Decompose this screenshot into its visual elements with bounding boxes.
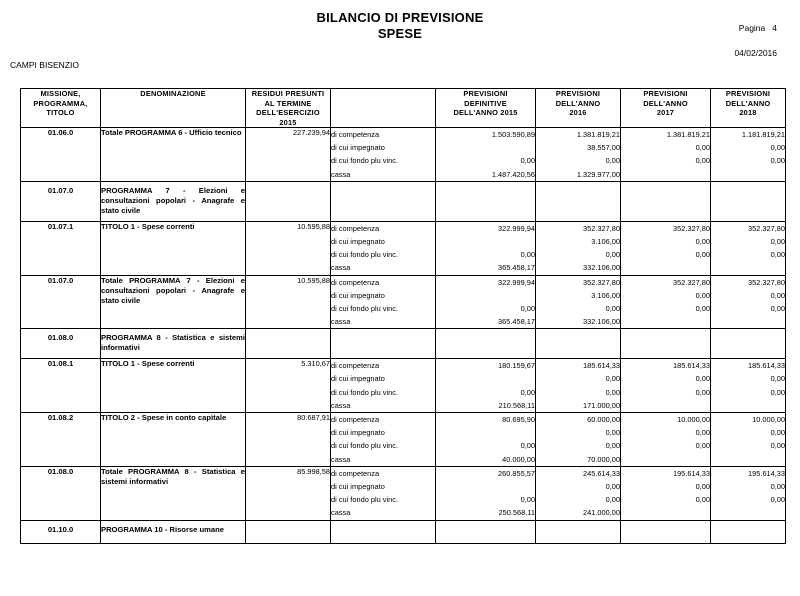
line-label: di cui impegnato [331,143,385,153]
amount-value: 0,00 [695,236,710,246]
cell-denominazione: TITOLO 2 - Spese in conto capitale [101,413,246,467]
line-label: cassa [331,400,351,410]
amount-value: 0,00 [605,374,620,384]
col-header-previsioni-definitive [436,89,536,128]
amount-value: 352.327,80 [583,223,620,233]
cell-previsioni-2017 [621,466,711,520]
cell-residui-presunti: 227.239,94 [246,128,331,182]
cell-denominazione: TITOLO 1 - Spese correnti [101,359,246,413]
line-label: di cui impegnato [331,481,385,491]
amount-value: 0,00 [770,250,785,260]
cell-line-labels [331,181,436,221]
amount-value: 0,00 [695,495,710,505]
cell-line-labels [331,359,436,413]
amount-value: 0,00 [605,495,620,505]
line-label: cassa [331,454,351,464]
amount-value: 0,00 [520,441,535,451]
cell-missione-code: 01.08.1 [21,359,101,413]
amount-value: 0,00 [770,441,785,451]
col-header-2017-l2: DELL'ANNO [643,98,688,108]
line-label: di cui fondo plu vinc. [331,495,398,505]
amount-value [711,506,785,519]
cell-denominazione: Totale PROGRAMMA 6 - Ufficio tecnico [101,128,246,182]
amount-value: 10.000,00 [752,415,785,424]
document-title: BILANCIO DI PREVISIONE [316,10,484,25]
amount-value: 1.329.977,00 [576,169,620,179]
cell-residui-presunti: 10.595,88 [246,221,331,275]
line-label: di cui fondo plu vinc. [331,156,398,166]
header-row-top [21,89,786,128]
cell-missione-code: 01.08.0 [21,466,101,520]
amount-value: 0,00 [770,236,785,246]
page-label: Pagina [738,23,766,33]
cell-previsioni-2018 [711,466,786,520]
amount-value: 260.855,57 [498,468,535,478]
amount-value: 0,00 [605,428,620,438]
amount-value: 332.106,00 [583,263,620,273]
amount-value [621,261,710,274]
col-header-residui-l3: DELL'ESERCIZIO [256,108,320,117]
amount-value: 185.614,33 [748,361,785,371]
amount-value [621,453,710,466]
table-body [21,128,786,544]
amount-value: 322.999,94 [498,277,535,287]
amount-value: 1.487.420,56 [491,169,535,179]
amount-value [621,315,710,328]
amount-value: 0,00 [770,481,785,491]
col-header-missione-l3: TITOLO [46,108,75,117]
cell-missione-code: 01.07.0 [21,275,101,329]
amount-value: 0,00 [695,250,710,260]
cell-missione-code: 01.07.1 [21,221,101,275]
cell-previsioni-2016 [536,329,621,359]
amount-value [436,289,535,302]
amount-value [621,506,710,519]
table-row [21,181,786,221]
cell-previsioni-definitive-2015 [436,221,536,275]
table-row [21,466,786,520]
amount-value: 0,00 [605,441,620,451]
amount-value: 0,00 [520,303,535,313]
amount-value: 365.458,17 [498,317,535,327]
line-label: di cui fondo plu vinc. [331,250,398,260]
cell-previsioni-2017 [621,128,711,182]
cell-missione-code: 01.10.0 [21,520,101,543]
cell-line-labels [331,520,436,543]
cell-previsioni-2016 [536,466,621,520]
line-label: di cui impegnato [331,236,385,246]
cell-previsioni-definitive-2015 [436,128,536,182]
amount-value [711,261,785,274]
amount-value: 352.327,80 [673,223,710,233]
amount-value: 0,00 [695,303,710,313]
cell-previsioni-2018 [711,329,786,359]
cell-line-labels [331,329,436,359]
line-label: cassa [331,508,351,518]
budget-table [20,88,786,544]
amount-value [621,168,710,181]
cell-previsioni-definitive-2015 [436,413,536,467]
amount-value: 40.000,00 [502,454,535,464]
table-row [21,359,786,413]
cell-denominazione: PROGRAMMA 7 - Elezioni e consultazioni popolari - Anagrafe e stato civile [101,181,246,221]
table-row [21,520,786,543]
amount-value: 0,00 [605,156,620,166]
amount-value [711,399,785,412]
amount-value: 0,00 [695,481,710,491]
cell-residui-presunti [246,329,331,359]
cell-previsioni-2017 [621,221,711,275]
cell-previsioni-2016 [536,221,621,275]
col-header-missione-l2: PROGRAMMA, [33,98,88,108]
cell-residui-presunti [246,520,331,543]
amount-value: 352.327,80 [748,277,785,287]
amount-value [436,480,535,493]
amount-value: 0,00 [605,387,620,397]
cell-denominazione: Totale PROGRAMMA 7 - Elezioni e consultazioni popolari - Anagrafe e stato civile [101,275,246,329]
col-header-residui-l2: AL TERMINE [264,98,312,108]
col-header-residui-l1: RESIDUI PRESUNTI [251,89,325,98]
line-label: di cui fondo plu vinc. [331,441,398,451]
line-label: di competenza [331,361,380,371]
col-header-2017 [621,89,711,128]
amount-value: 171.000,00 [583,400,620,410]
cell-previsioni-2016 [536,181,621,221]
cell-previsioni-2017 [621,520,711,543]
line-label: di cui impegnato [331,428,385,438]
amount-value: 210.568,11 [498,400,535,410]
amount-value [711,453,785,466]
amount-value: 0,00 [695,143,710,153]
amount-value: 241.000,00 [583,508,620,518]
col-header-2018 [711,89,786,128]
cell-line-labels [331,413,436,467]
page-indicator [725,13,777,43]
col-header-residui-l4: 2015 [279,117,297,127]
cell-previsioni-definitive-2015 [436,275,536,329]
cell-residui-presunti: 5.310,67 [246,359,331,413]
amount-value: 0,00 [520,495,535,505]
cell-previsioni-2018 [711,359,786,413]
line-label: di competenza [331,415,380,424]
amount-value: 245.614,33 [583,468,620,478]
amount-value: 0,00 [770,374,785,384]
amount-value: 3.106,00 [591,236,620,246]
cell-previsioni-2018 [711,275,786,329]
cell-residui-presunti: 80.687,91 [246,413,331,467]
amount-value: 195.614,33 [673,468,710,478]
cell-denominazione: Totale PROGRAMMA 8 - Statistica e sistemi informativi [101,466,246,520]
col-header-residui [246,89,331,128]
document-header [0,0,800,78]
cell-previsioni-2018 [711,181,786,221]
amount-value: 352.327,80 [583,277,620,287]
document-date: 04/02/2016 [734,48,777,58]
col-header-2018-l3: 2018 [739,108,757,117]
amount-value [436,426,535,439]
table-row [21,128,786,182]
cell-residui-presunti: 85.998,58 [246,466,331,520]
cell-missione-code: 01.08.2 [21,413,101,467]
col-header-2017-l3: 2017 [656,108,675,117]
amount-value: 0,00 [695,290,710,300]
table-row [21,329,786,359]
line-label: cassa [331,317,351,327]
amount-value: 0,00 [770,428,785,438]
line-label: di competenza [331,468,380,478]
table-row [21,275,786,329]
col-header-2016-l3: 2016 [569,108,587,117]
amount-value: 365.458,17 [498,263,535,273]
amount-value: 352.327,80 [673,277,710,287]
col-header-missione-l1: MISSIONE, [40,89,81,98]
cell-previsioni-2017 [621,181,711,221]
line-label: di competenza [331,223,380,233]
table-row [21,221,786,275]
amount-value: 0,00 [605,303,620,313]
amount-value: 185.614,33 [673,361,710,371]
amount-value: 1.503.590,89 [491,130,535,139]
cell-denominazione: PROGRAMMA 10 - Risorse umane [101,520,246,543]
page-number: 4 [772,23,777,33]
cell-previsioni-2016 [536,359,621,413]
cell-previsioni-definitive-2015 [436,329,536,359]
amount-value: 195.614,33 [748,468,785,478]
amount-value: 80.695,90 [502,415,535,424]
amount-value [711,168,785,181]
amount-value: 0,00 [695,387,710,397]
amount-value: 352.327,80 [748,223,785,233]
title-block [0,10,800,42]
line-label: di cui fondo plu vinc. [331,387,398,397]
cell-line-labels [331,275,436,329]
amount-value: 180.159,67 [498,361,535,371]
col-header-prevdef-l2: DEFINITIVE [464,98,507,108]
amount-value [436,141,535,154]
amount-value: 0,00 [770,387,785,397]
amount-value: 1.181.819,21 [741,130,785,139]
amount-value: 0,00 [695,374,710,384]
line-label: di cui impegnato [331,290,385,300]
col-header-2017-l1: PREVISIONI [643,89,688,98]
amount-value: 38.557,00 [587,143,620,153]
col-header-2018-l1: PREVISIONI [725,89,771,98]
cell-line-labels [331,128,436,182]
cell-line-labels [331,466,436,520]
amount-value [711,315,785,328]
line-label: cassa [331,263,351,273]
cell-previsioni-2018 [711,221,786,275]
amount-value: 3.106,00 [591,290,620,300]
amount-value: 0,00 [520,250,535,260]
cell-residui-presunti [246,181,331,221]
cell-previsioni-2016 [536,520,621,543]
col-header-2016-l1: PREVISIONI [555,89,601,98]
col-header-spacer [331,89,436,128]
amount-value [436,372,535,385]
line-label: di cui impegnato [331,374,385,384]
col-header-missione [21,89,101,128]
cell-denominazione: TITOLO 1 - Spese correnti [101,221,246,275]
amount-value: 1.381.819,21 [666,130,710,139]
cell-missione-code: 01.06.0 [21,128,101,182]
cell-previsioni-2016 [536,413,621,467]
amount-value: 0,00 [605,481,620,491]
amount-value: 0,00 [770,303,785,313]
cell-previsioni-definitive-2015 [436,520,536,543]
amount-value: 250.568,11 [498,508,535,518]
line-label: cassa [331,169,351,179]
line-label: di competenza [331,277,380,287]
amount-value: 1.381.819,21 [576,130,620,139]
cell-previsioni-2017 [621,275,711,329]
cell-previsioni-definitive-2015 [436,181,536,221]
amount-value: 0,00 [770,143,785,153]
table-header [21,89,786,128]
line-label: di cui fondo plu vinc. [331,303,398,313]
cell-previsioni-2016 [536,275,621,329]
col-header-2016-l2: DELL'ANNO [555,98,601,108]
amount-value: 332.106,00 [583,317,620,327]
col-header-2016 [536,89,621,128]
document-subtitle: SPESE [377,26,423,41]
cell-residui-presunti: 10.595,88 [246,275,331,329]
line-label: di competenza [331,130,380,139]
amount-value: 0,00 [605,250,620,260]
cell-previsioni-2017 [621,413,711,467]
amount-value: 10.000,00 [677,415,710,424]
amount-value [621,399,710,412]
amount-value: 185.614,33 [583,361,620,371]
amount-value: 322.999,94 [498,223,535,233]
amount-value: 70.000,00 [587,454,620,464]
cell-line-labels [331,221,436,275]
cell-missione-code: 01.07.0 [21,181,101,221]
cell-previsioni-2017 [621,329,711,359]
col-header-prevdef-l3: DELL'ANNO 2015 [453,108,518,117]
amount-value [436,235,535,248]
cell-previsioni-2016 [536,128,621,182]
col-header-2018-l2: DELL'ANNO [725,98,771,108]
cell-previsioni-2018 [711,520,786,543]
amount-value: 0,00 [520,387,535,397]
amount-value: 0,00 [770,290,785,300]
cell-previsioni-definitive-2015 [436,466,536,520]
amount-value: 60.000,00 [587,415,620,424]
table-row [21,413,786,467]
amount-value: 0,00 [770,156,785,166]
cell-denominazione: PROGRAMMA 8 - Statistica e sistemi informativi [101,329,246,359]
amount-value: 0,00 [695,428,710,438]
amount-value: 0,00 [770,495,785,505]
amount-value: 0,00 [520,156,535,166]
col-header-prevdef-l1: PREVISIONI [463,89,508,98]
cell-previsioni-definitive-2015 [436,359,536,413]
cell-previsioni-2018 [711,128,786,182]
cell-previsioni-2017 [621,359,711,413]
col-header-denominazione: DENOMINAZIONE [101,89,246,128]
amount-value: 0,00 [695,441,710,451]
cell-missione-code: 01.08.0 [21,329,101,359]
amount-value: 0,00 [695,156,710,166]
cell-previsioni-2018 [711,413,786,467]
entity-name: CAMPI BISENZIO [10,60,79,70]
